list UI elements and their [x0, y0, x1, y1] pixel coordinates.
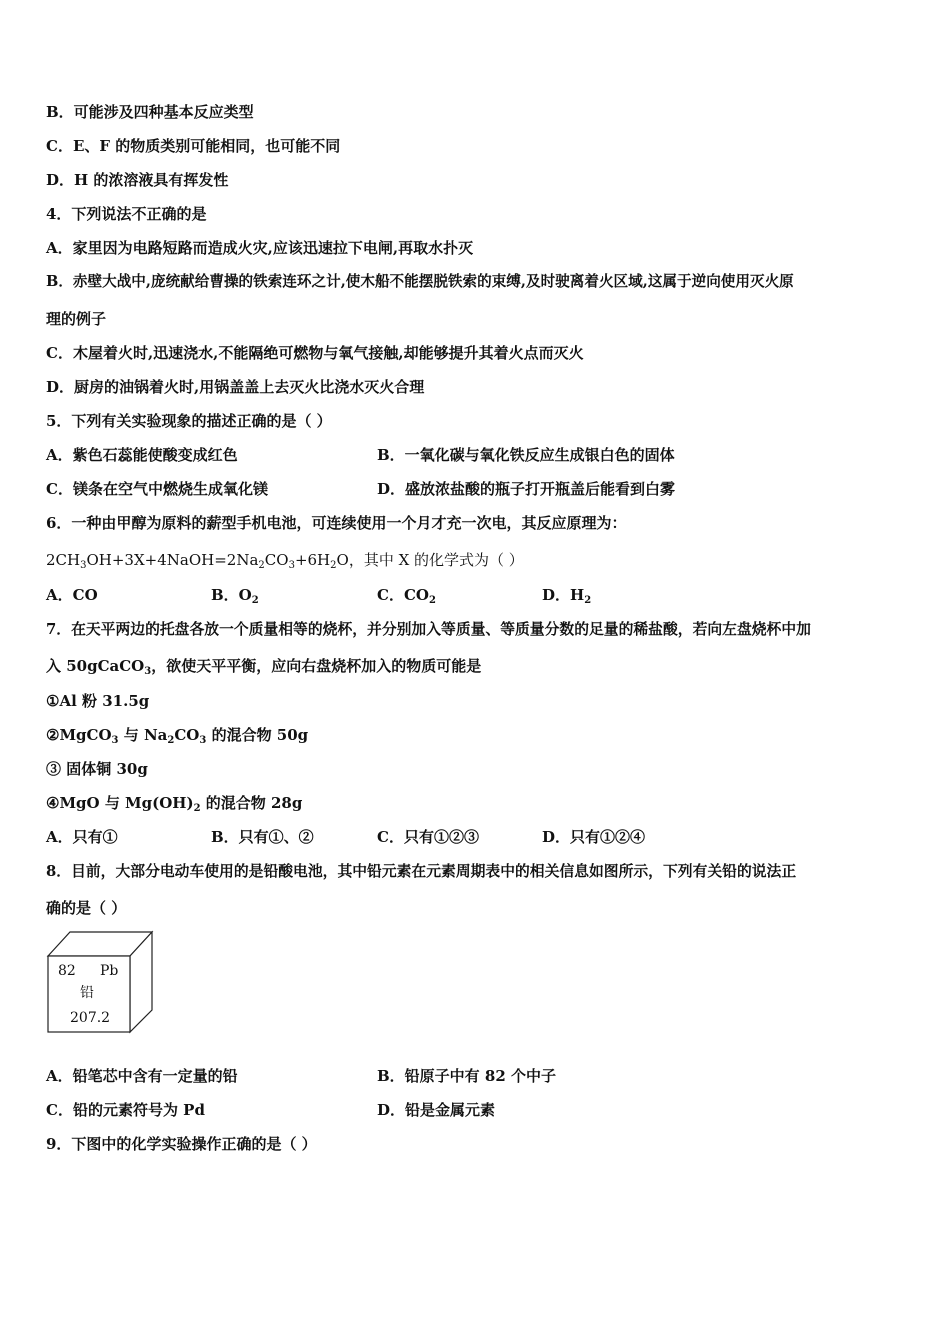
q5-option-c: C．镁条在空气中燃烧生成氧化镁 [46, 480, 268, 498]
q7-option-b: B．只有①、② [211, 828, 314, 846]
q7-option-c: C．只有①②③ [377, 828, 479, 846]
q6-option-c: C．$CO_2$ [377, 586, 436, 606]
q6-option-a: A．CO [46, 586, 98, 604]
q4-option-a: A．家里因为电路短路而造成火灾,应该迅速拉下电闸,再取水扑灭 [46, 239, 474, 257]
q3-option-d: D．H 的浓溶液具有挥发性 [46, 171, 229, 189]
q6-option-d: D．$H_2$ [542, 586, 592, 606]
q7-option-a: A．只有① [46, 828, 118, 846]
q8-option-a: A．铅笔芯中含有一定量的铅 [46, 1067, 238, 1085]
element-symbol: Pb [100, 963, 119, 979]
q8-stem-line2: 确的是（ ） [46, 899, 127, 917]
element-card-pb [46, 930, 154, 1034]
q4-option-b-line1: B．赤壁大战中,庞统献给曹操的铁索连环之计,使木船不能摆脱铁索的束缚,及时驶离着火区域,这属于逆向使用灭火原 [46, 273, 794, 290]
q8-stem-line1: 8．目前，大部分电动车使用的是铅酸电池，其中铅元素在元素周期表中的相关信息如图所示，下列有关铅的说法正 [46, 863, 797, 880]
element-atomic-number: 82 [58, 963, 76, 979]
q8-option-d: D．铅是金属元素 [377, 1101, 496, 1119]
q3-option-c: C．E、F 的物质类别可能相同，也可能不同 [46, 137, 341, 155]
q5-option-a: A．紫色石蕊能使酸变成红色 [46, 446, 238, 464]
q7-option-d: D．只有①②④ [542, 828, 646, 846]
q6-equation: $2CH_3OH+3X+4NaOH=2Na_2CO_3+6H_2O$，其中 X 的化学式为（ ） [46, 551, 524, 571]
element-name: 铅 [80, 985, 94, 1001]
q5-option-d: D．盛放浓盐酸的瓶子打开瓶盖后能看到白雾 [377, 480, 676, 498]
q5-stem: 5．下列有关实验现象的描述正确的是（ ） [46, 412, 332, 430]
q6-stem: 6．一种由甲醇为原料的薪型手机电池，可连续使用一个月才充一次电，其反应原理为： [46, 514, 627, 532]
q4-option-d: D．厨房的油锅着火时,用锅盖盖上去灭火比浇水灭火合理 [46, 378, 425, 396]
q5-option-b: B．一氧化碳与氧化铁反应生成银白色的固体 [377, 446, 675, 464]
element-atomic-mass: 207.2 [70, 1010, 111, 1026]
q4-stem: 4．下列说法不正确的是 [46, 205, 207, 223]
q7-item-4: ④MgO 与 $Mg(OH)_2$ 的混合物 28g [46, 794, 303, 814]
q6-option-b: B．$O_2$ [211, 586, 259, 606]
q7-item-1: ①Al 粉 31.5g [46, 692, 150, 710]
q7-stem-line1: 7．在天平两边的托盘各放一个质量相等的烧杯，并分别加入等质量、等质量分数的足量的稀盐酸，若向左盘烧杯中加 [46, 621, 811, 638]
q7-item-2: ②MgCO$_3$ 与 $Na_2CO_3$ 的混合物 50g [46, 726, 309, 746]
q7-item-3: ③ 固体铜 30g [46, 760, 148, 778]
q4-option-b-line2: 理的例子 [46, 310, 107, 328]
q3-option-b: B．可能涉及四种基本反应类型 [46, 103, 254, 121]
q8-option-c: C．铅的元素符号为 Pd [46, 1101, 205, 1119]
q7-stem-line2: 入 50gCaCO$_3$，欲使天平平衡，应向右盘烧杯加入的物质可能是 [46, 657, 482, 677]
q8-option-b: B．铅原子中有 82 个中子 [377, 1067, 556, 1085]
q4-option-c: C．木屋着火时,迅速浇水,不能隔绝可燃物与氧气接触,却能够提升其着火点而灭火 [46, 344, 584, 362]
q9-stem: 9．下图中的化学实验操作正确的是（ ） [46, 1135, 317, 1153]
